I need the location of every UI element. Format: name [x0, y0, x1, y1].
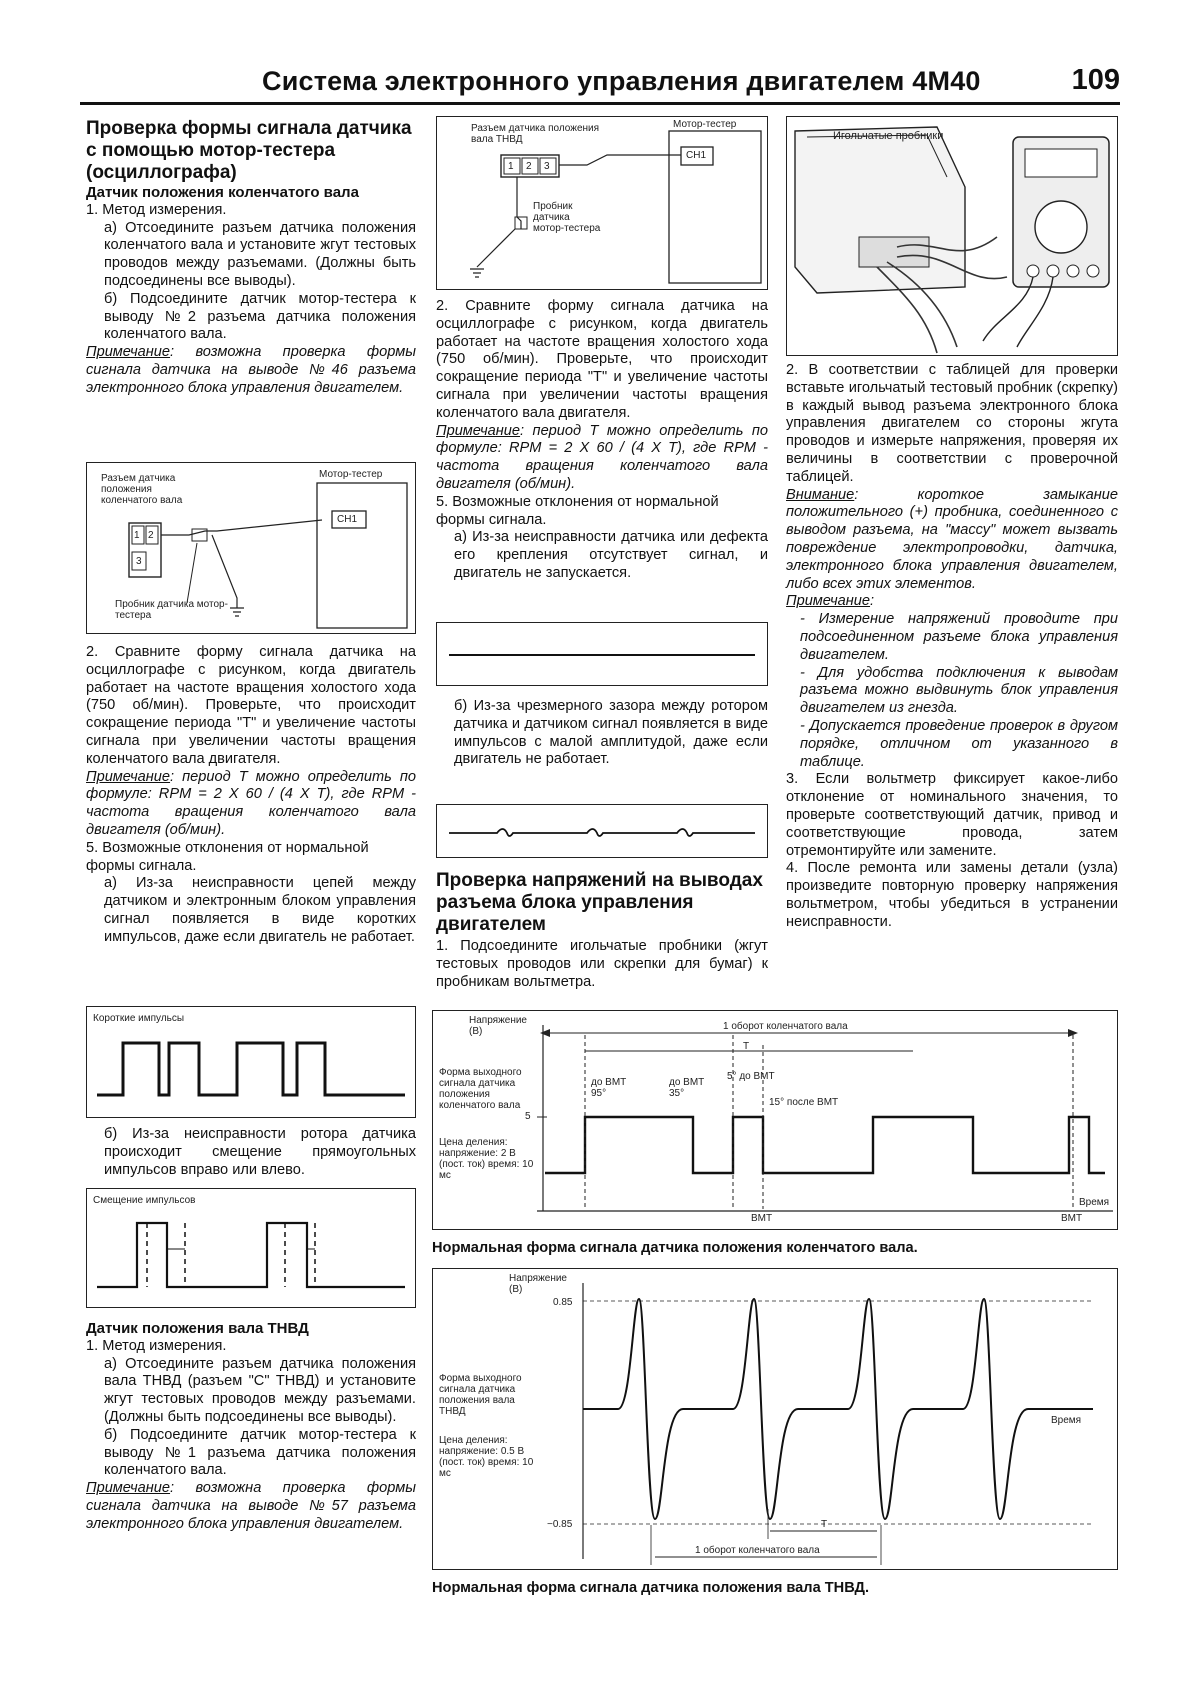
- step-text: б) Из-за чрезмерного зазора между ротором датчика и датчиком сигнал появляется в виде импульсов с малой амплитудой, даже если двигатель не работает.: [454, 698, 768, 768]
- step-text: 5. Возможные отклонения от нормальной формы сигнала.: [86, 839, 369, 874]
- marker-label: 15° после ВМТ: [769, 1097, 839, 1108]
- scale-note: Цена деления: напряжение: 2 В (пост. ток) время: 10 мс: [439, 1137, 534, 1181]
- pin-label: 2: [526, 161, 532, 172]
- connector-diagram-tnvd: [436, 116, 768, 290]
- section-heading: Проверка напряжений на выводах разъема блока управления двигателем: [436, 870, 763, 935]
- step-text: 5. Возможные отклонения от нормальной формы сигнала.: [436, 493, 719, 528]
- revolution-label: 1 оборот коленчатого вала: [695, 1545, 820, 1556]
- step-text: б) Подсоедините датчик мотор-тестера к выводу №1 разъема датчика положения коленчатого вала.: [104, 1426, 416, 1479]
- pin-label: 1: [508, 161, 514, 172]
- shifted-pulses-waveform: [87, 1189, 415, 1307]
- column-left-cont2: [86, 1126, 416, 1179]
- column-left-cont3: [86, 1320, 416, 1534]
- note-item: - Измерение напряжений проводите при подсоединенном разъеме блока управления двигателем.: [800, 611, 1118, 663]
- tdc-label: ВМТ: [751, 1213, 773, 1224]
- channel-label: CH1: [686, 150, 707, 161]
- step-text: 2. В соответствии с таблицей для проверки вставьте игольчатый тестовый пробник (скрепку) в каждый вывод разъема электронного блока управления двигателем со стороны жгута проводов и измерьте напряжения, проверяя их величины в соответствии с проверочной таблицей.: [786, 362, 1118, 485]
- marker-label: 5° до ВМТ: [727, 1071, 775, 1082]
- step-text: а) Отсоедините разъем датчика положения коленчатого вала и установите жгут тестовых проводов между разъемами. (Должны быть подсоединены все выводы).: [104, 219, 416, 289]
- crank-signal-waveform: [433, 1011, 1117, 1229]
- connector-label: Разъем датчика положения коленчатого вала: [101, 473, 183, 506]
- level-label: 5: [525, 1111, 531, 1122]
- ecu-voltmeter-drawing: [787, 117, 1117, 355]
- vmin-label: −0.85: [547, 1519, 573, 1530]
- note-item: - Допускается проведение проверок в другом порядке, отличном от указанного в таблице.: [800, 717, 1118, 770]
- marker-label: до ВМТ 35°: [669, 1077, 705, 1099]
- section-heading: Проверка формы сигнала датчика с помощью мотор-тестера (осциллографа): [86, 118, 412, 183]
- y-axis-label: Напряжение (В): [509, 1273, 567, 1295]
- tester-label: Мотор-тестер: [319, 469, 383, 480]
- pin-label: 3: [544, 161, 550, 172]
- note-item: - Для удобства подключения к выводам разъема можно выдвинуть блок управления двигателем из гнезда.: [800, 664, 1118, 717]
- note: [86, 769, 416, 840]
- flat-line: [437, 623, 767, 685]
- column-right: [786, 362, 1118, 932]
- short-pulses-diagram: [86, 1006, 416, 1118]
- step-text: а) Отсоедините разъем датчика положения вала ТНВД (разъем "С" ТНВД) и установите жгут тестовых проводов между разъемами. (Должны быть подсоединены все выводы).: [104, 1355, 416, 1425]
- signal-description: Форма выходного сигнала датчика положения коленчатого вала: [439, 1067, 522, 1111]
- warning-label: Внимание: [786, 486, 855, 503]
- note-heading: Примечание:: [786, 593, 875, 610]
- note: [86, 1480, 416, 1533]
- column-middle-cont2: [436, 870, 768, 991]
- note-label: Примечание: [436, 422, 521, 439]
- note-label: Примечание: [86, 1480, 171, 1497]
- column-left: [86, 118, 416, 398]
- note-text: : период T можно определить по формуле: RPM = 2 X 60 / (4 X T), где RPM - частота вращения коленчатого вала двигателя (об/мин).: [86, 768, 416, 838]
- top-span-label: 1 оборот коленчатого вала: [723, 1021, 848, 1032]
- tdc-label: ВМТ: [1061, 1213, 1083, 1224]
- column-middle-cont: [436, 698, 768, 769]
- note-label: Примечание: [86, 768, 171, 785]
- x-axis-label: Время: [1079, 1197, 1110, 1208]
- pin-label: 1: [134, 530, 140, 541]
- crank-signal-chart: [432, 1010, 1118, 1230]
- note: [436, 423, 768, 494]
- note: [86, 344, 416, 397]
- note-text: : период T можно определить по формуле: RPM = 2 X 60 / (4 X T), где RPM - частота вращения коленчатого вала двигателя (об/мин).: [436, 422, 768, 492]
- needle-probe-illustration: [786, 116, 1118, 356]
- running-title: Система электронного управления двигателем 4M40: [262, 66, 981, 96]
- vmax-label: 0.85: [553, 1297, 573, 1308]
- tnvd-signal-waveform: [433, 1269, 1117, 1569]
- step-text: 2. Сравните форму сигнала датчика на осциллографе с рисунком, когда двигатель работает на частоте вращения холостого хода (750 об/мин). Проверьте, что происходит сокращение периода "T" и увеличение частоты сигнала при увеличении частоты вращения коленчатого вала двигателя.: [86, 644, 416, 767]
- tnvd-signal-chart: [432, 1268, 1118, 1570]
- step-text: 2. Сравните форму сигнала датчика на осциллографе с рисунком, когда двигатель работает на частоте вращения холостого хода (750 об/мин). Проверьте, что происходит сокращение периода "T" и увеличение частоты сигнала при увеличении частоты вращения коленчатого вала двигателя.: [436, 298, 768, 421]
- diagram-label: Короткие импульсы: [93, 1013, 185, 1024]
- step-text: а) Из-за неисправности датчика или дефекта его крепления отсутствует сигнал, и двигатель не запускается.: [454, 529, 768, 581]
- figure-caption: Нормальная форма сигнала датчика положения коленчатого вала.: [432, 1240, 918, 1256]
- step-text: 4. После ремонта или замены детали (узла) произведите повторную проверку напряжения вольтметром, чтобы убедиться в устранении неисправности.: [786, 860, 1118, 930]
- probe-label: Пробник датчика мотор-тестера: [115, 599, 228, 621]
- low-amplitude-diagram: [436, 804, 768, 858]
- x-axis-label: Время: [1051, 1415, 1082, 1426]
- pin-label: 3: [136, 556, 142, 567]
- probe-label: Игольчатые пробники: [833, 130, 944, 142]
- note-label: Примечание: [786, 593, 871, 610]
- signal-description: Форма выходного сигнала датчика положения вала ТНВД: [439, 1373, 522, 1417]
- warning-text: : короткое замыкание положительного (+) пробника, соединенного с выводом разъема, на "массу" может вызвать повреждение электропроводки, датчика, электронного блока управления двигателем, либо всех этих элементов.: [786, 486, 1118, 592]
- tester-label: Мотор-тестер: [673, 119, 737, 130]
- channel-label: CH1: [337, 514, 358, 525]
- step-text: 3. Если вольтметр фиксирует какое-либо отклонение от номинального значения, то проверьте соответствующий датчик, привод и соответствующие провода, затем отремонтируйте или замените.: [786, 771, 1118, 859]
- shifted-pulses-diagram: [86, 1188, 416, 1308]
- probe-label: Пробник датчика мотор-тестера: [533, 201, 601, 234]
- step-text: 1. Метод измерения.: [86, 201, 227, 218]
- step-text: б) Из-за неисправности ротора датчика происходит смещение прямоугольных импульсов вправо или влево.: [104, 1126, 416, 1178]
- y-axis-label: Напряжение (В): [469, 1015, 527, 1037]
- subsection-heading: Датчик положения вала ТНВД: [86, 1320, 309, 1337]
- connector-label: Разъем датчика положения вала ТНВД: [471, 123, 600, 145]
- short-pulses-waveform: [87, 1007, 415, 1117]
- page-header: [80, 64, 1120, 105]
- step-text: а) Из-за неисправности цепей между датчиком и электронным блоком управления сигнал появляется в виде коротких импульсов, даже если двигатель не работает.: [104, 875, 416, 945]
- pin-label: 2: [148, 530, 154, 541]
- page-number: 109: [1071, 64, 1120, 96]
- step-text: 1. Подсоедините игольчатые пробники (жгут тестовых проводов или скрепки для бумаг) к пробникам вольтметра.: [436, 938, 768, 990]
- note-text: : возможна проверка формы сигнала датчика на выводе №46 разъема электронного блока управления двигателем.: [86, 344, 416, 396]
- period-label: T: [743, 1041, 750, 1052]
- low-amplitude-waveform: [437, 805, 767, 857]
- warning: [786, 487, 1118, 594]
- step-text: 1. Метод измерения.: [86, 1337, 227, 1354]
- note-text: : возможна проверка формы сигнала датчика на выводе №57 разъема электронного блока управления двигателем.: [86, 1480, 416, 1532]
- period-label: T: [821, 1519, 828, 1530]
- connector-diagram: [86, 462, 416, 634]
- step-text: б) Подсоедините датчик мотор-тестера к выводу №2 разъема датчика положения коленчатого вала.: [104, 290, 416, 343]
- column-left-cont: [86, 644, 416, 947]
- scale-note: Цена деления: напряжение: 0.5 В (пост. ток) время: 10 мс: [439, 1435, 534, 1479]
- note-label: Примечание: [86, 344, 171, 361]
- no-signal-diagram: [436, 622, 768, 686]
- subsection-heading: Датчик положения коленчатого вала: [86, 184, 359, 201]
- marker-label: до ВМТ 95°: [591, 1077, 627, 1099]
- column-middle: [436, 298, 768, 583]
- figure-caption: Нормальная форма сигнала датчика положения вала ТНВД.: [432, 1580, 869, 1596]
- diagram-label: Смещение импульсов: [93, 1195, 196, 1206]
